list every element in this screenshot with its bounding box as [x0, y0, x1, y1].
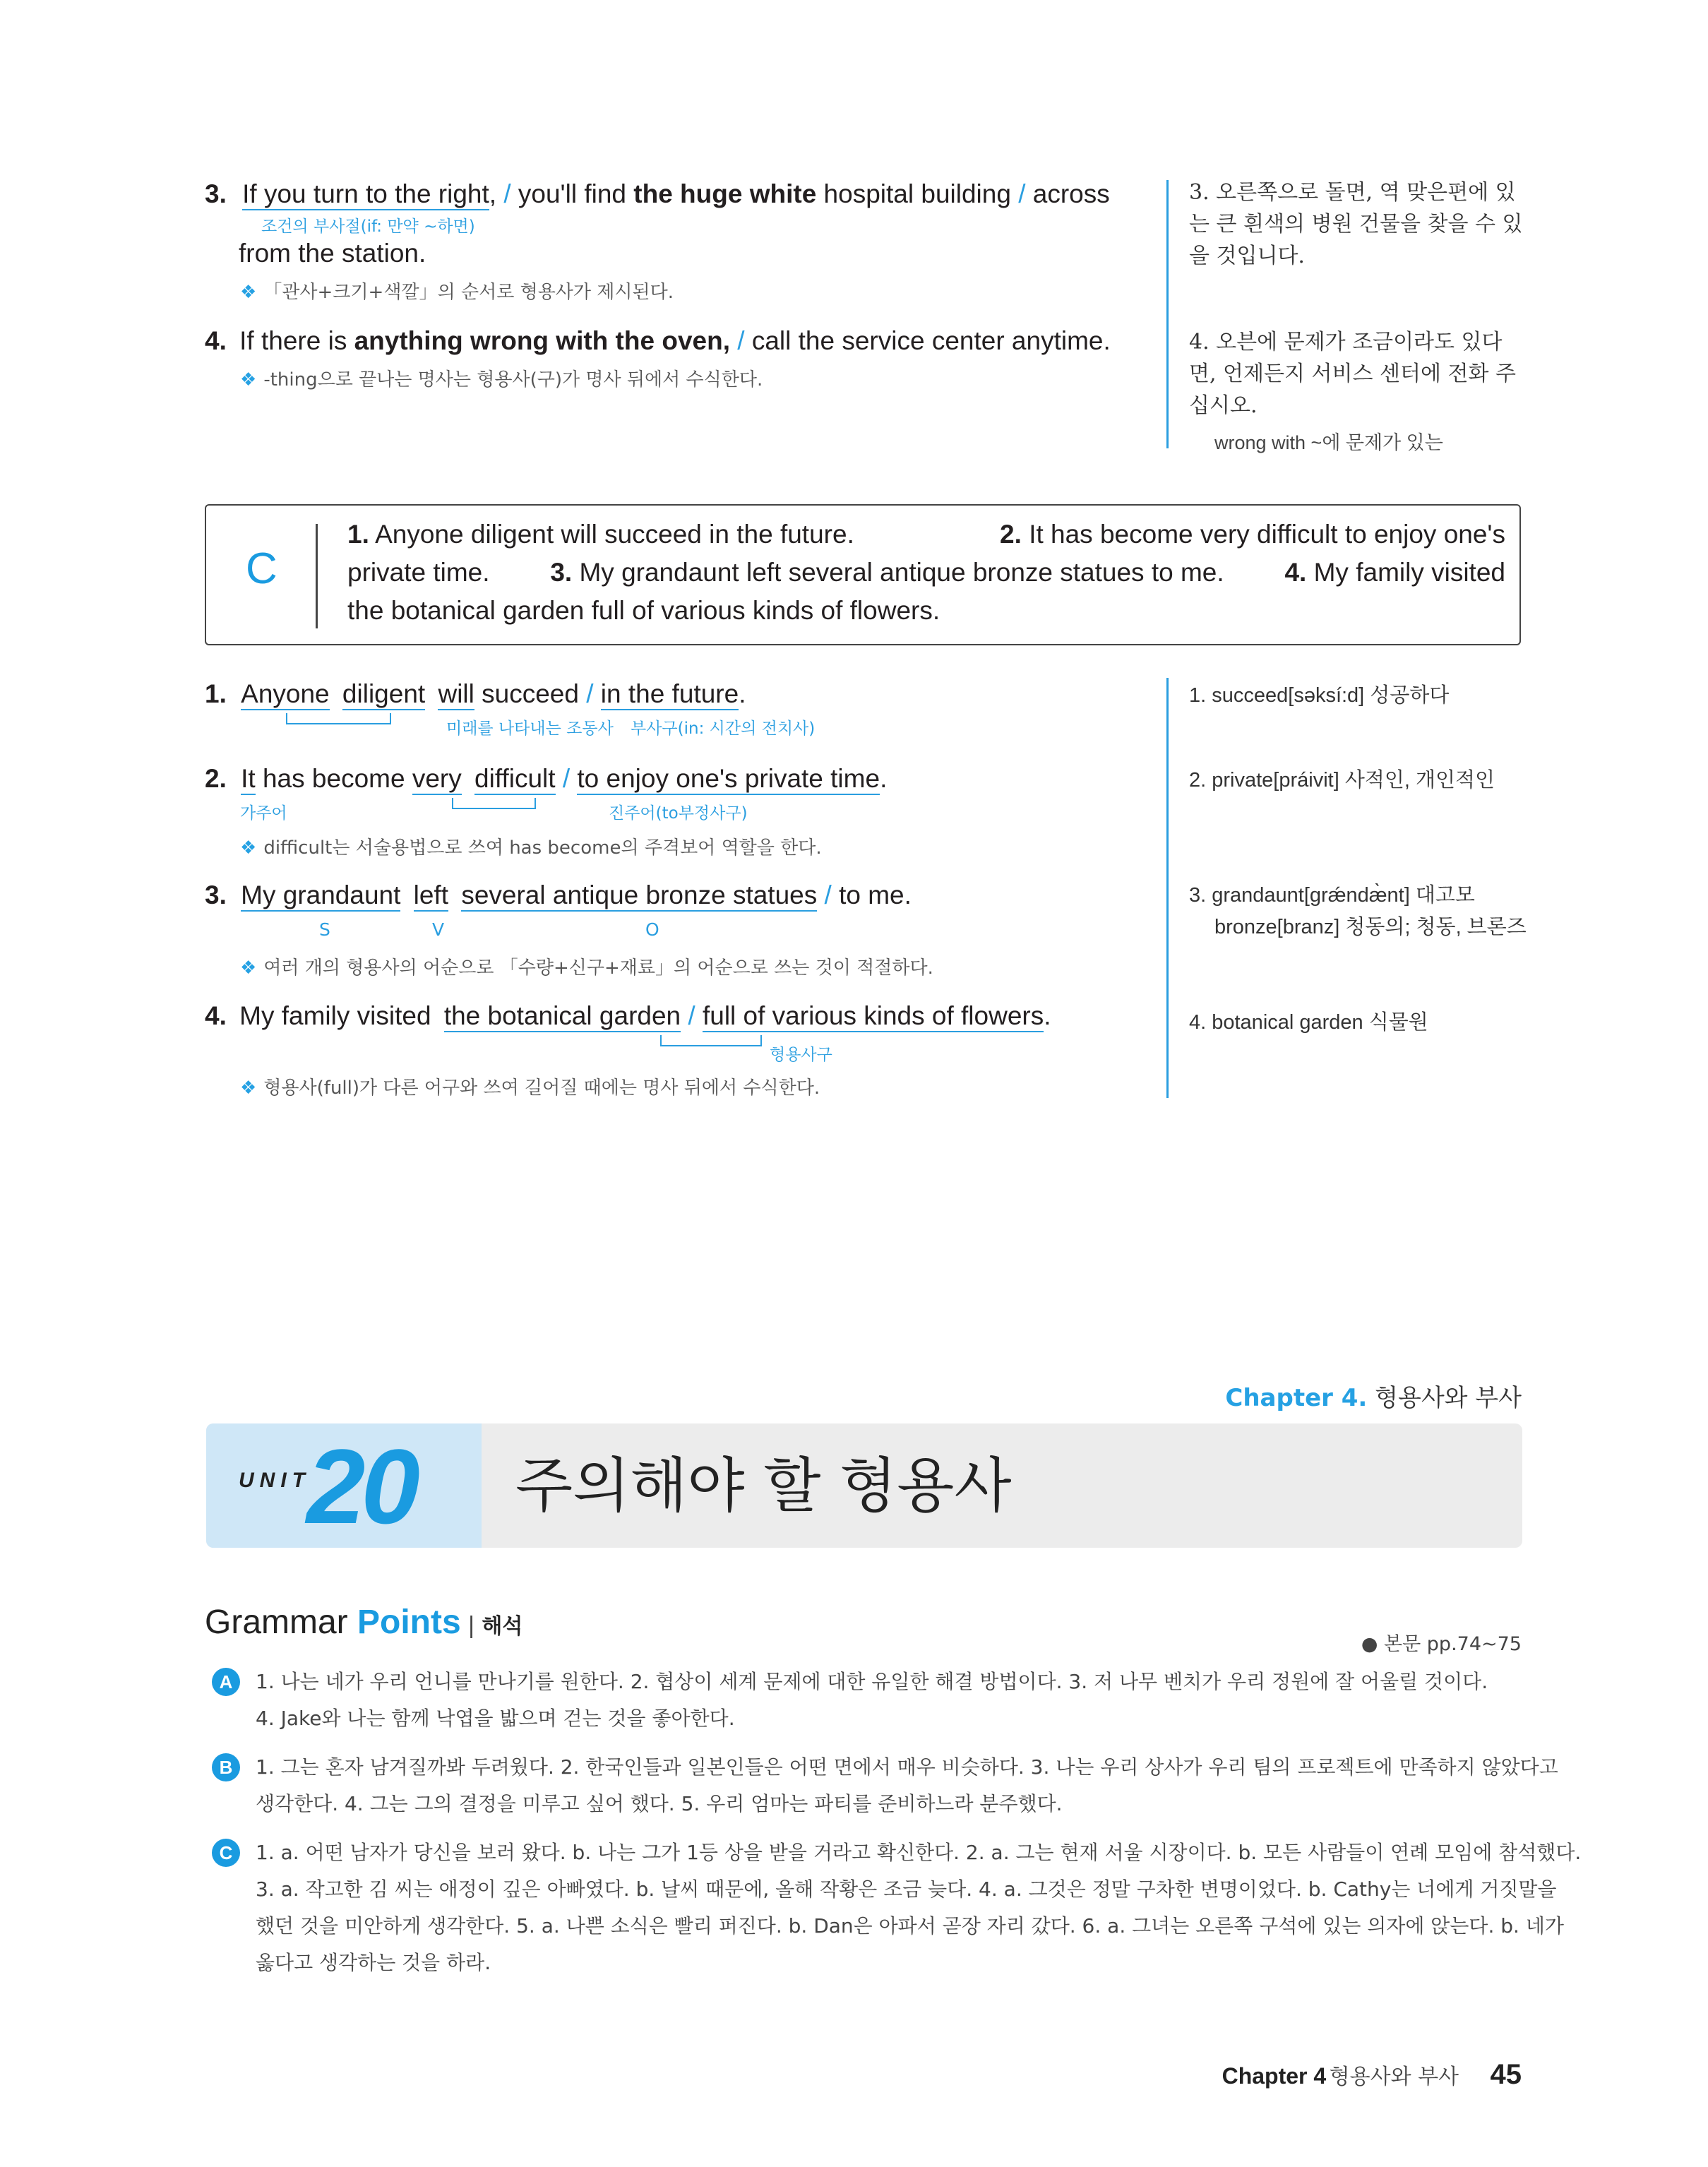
heading-separator: |	[468, 1612, 474, 1639]
grammar-c-line4: 옳다고 생각하는 것을 하라.	[256, 1951, 491, 1974]
item-number: 4.	[205, 1001, 227, 1030]
diamond-icon: ❖	[240, 282, 257, 303]
item-number: 3.	[205, 880, 227, 909]
word: left	[414, 880, 448, 912]
word: to me.	[839, 880, 912, 909]
c-item-3-note	[240, 953, 933, 979]
word: has become	[262, 764, 405, 793]
note-text: 여러 개의 형용사의 어순으로 「수량+신구+재료」의 어순으로 쓰는 것이 적절하다.	[263, 957, 933, 979]
item-number: 4.	[205, 326, 227, 355]
item-number: 2.	[205, 764, 227, 793]
chapter-label: Chapter 4.	[1225, 1384, 1368, 1412]
answer-number: 2.	[1000, 520, 1022, 549]
answer-text: private time.	[347, 558, 490, 587]
answer-number: 1.	[347, 520, 369, 549]
slash: /	[586, 679, 594, 708]
note-text: 형용사(full)가 다른 어구와 쓰여 길어질 때에는 명사 뒤에서 수식한다.	[263, 1077, 820, 1099]
answer-number: 3.	[550, 558, 573, 587]
item-number: 3.	[205, 179, 227, 208]
bold-text: anything wrong with the oven	[354, 326, 723, 355]
page-footer	[1222, 2059, 1522, 2091]
grammar-b-line1: 1. 그는 혼자 남겨질까봐 두려웠다. 2. 한국인들과 일본인들은 어떤 면에서 매우 비슷하다. 3. 나는 우리 상사가 우리 팀의 프로젝트에 만족하지 않았다고	[256, 1755, 1558, 1779]
c-item-3-sentence	[205, 879, 912, 912]
diamond-icon: ❖	[240, 837, 257, 859]
vocab-4: wrong with ~에 문제가 있는	[1214, 432, 1443, 453]
column-divider	[1166, 678, 1169, 1098]
answer-box	[205, 504, 1521, 645]
c-item-4-sentence	[205, 1000, 1051, 1032]
note-text: -thing으로 끝나는 명사는 형용사(구)가 명사 뒤에서 수식한다.	[263, 369, 763, 390]
word: several antique bronze statues	[461, 880, 817, 912]
diamond-icon: ❖	[240, 1077, 257, 1099]
text: If there is	[239, 326, 354, 355]
word: to enjoy one's private time	[577, 764, 880, 795]
answer-text: Anyone diligent will succeed in the future.	[375, 520, 854, 549]
item-3-line2: from the station.	[239, 239, 426, 268]
heading-sub: 해석	[482, 1614, 523, 1639]
answer-text: My grandaunt left several antique bronze statues to me.	[579, 558, 1224, 587]
item-4-note	[240, 365, 763, 391]
c-item-1-sentence	[205, 678, 746, 710]
answer-box-text	[347, 515, 1505, 630]
answer-number: 4.	[1284, 558, 1307, 587]
word: My grandaunt	[241, 880, 400, 912]
translation-4: 4. 오븐에 문제가 조금이라도 있다면, 언제든지 서비스 센터에 전화 주십시오.	[1189, 330, 1516, 418]
period: .	[1044, 1001, 1051, 1030]
answer-box-letter: C	[246, 544, 277, 593]
unit-number: 20	[306, 1427, 416, 1546]
word: in the future	[601, 679, 739, 710]
comma: ,	[722, 326, 730, 355]
item-4-sentence	[205, 325, 1111, 357]
clause: If you turn to the right	[242, 179, 489, 210]
column-divider	[1166, 180, 1169, 448]
word: My family visited	[239, 1001, 431, 1030]
answer-text: It has become very difficult to enjoy one's	[1029, 520, 1505, 549]
footer-title: 형용사와 부사	[1329, 2065, 1459, 2089]
diamond-icon: ❖	[240, 957, 257, 979]
modifier-bracket	[286, 713, 391, 724]
text: call the service center anytime.	[751, 326, 1111, 355]
slash: /	[688, 1001, 695, 1030]
diamond-icon: ❖	[240, 369, 257, 390]
page-reference	[1361, 1628, 1522, 1656]
answer-text: the botanical garden full of various kinds of flowers.	[347, 596, 940, 625]
comma: ,	[489, 179, 497, 208]
word: diligent	[342, 679, 425, 710]
heading-accent: Points	[357, 1604, 461, 1641]
modifier-bracket	[452, 798, 536, 809]
text: you'll find	[518, 179, 634, 208]
grammar-c-line1: 1. a. 어떤 남자가 당신을 보러 왔다. b. 나는 그가 1등 상을 받을 거라고 확신한다. 2. a. 그는 현재 서울 시장이다. b. 모든 사람들이 연례 모임에 참석했다.	[256, 1841, 1582, 1864]
label-b-badge: B	[212, 1753, 240, 1781]
period: .	[739, 679, 746, 708]
text: across	[1032, 179, 1110, 208]
c-item-2-sentence	[205, 763, 887, 795]
word: will	[438, 679, 474, 710]
vocab-c-1: 1. succeed[səksí:d] 성공하다	[1189, 684, 1450, 707]
footer-chapter: Chapter 4	[1222, 2063, 1327, 2089]
item-number: 1.	[205, 679, 227, 708]
c-item-2-sub2: 진주어(to부정사구)	[609, 804, 748, 823]
c-item-1-sub1: 미래를 나타내는 조동사	[446, 720, 614, 738]
grammar-points-heading	[205, 1603, 522, 1642]
grammar-a-line2: 4. Jake와 나는 함께 낙엽을 밟으며 걷는 것을 좋아한다.	[256, 1707, 735, 1730]
grammar-b-line2: 생각한다. 4. 그는 그의 결정을 미루고 싶어 했다. 5. 우리 엄마는 파티를 준비하느라 분주했다.	[256, 1792, 1063, 1815]
chapter-title: 형용사와 부사	[1375, 1384, 1522, 1412]
c-item-4-note	[240, 1073, 820, 1099]
slash: /	[1018, 179, 1026, 208]
verb-label: V	[432, 919, 445, 940]
item-3-sentence	[205, 178, 1110, 210]
word: the botanical garden	[444, 1001, 681, 1032]
slash: /	[824, 880, 832, 909]
slash: /	[737, 326, 745, 355]
unit-title: 주의해야 할 형용사	[515, 1451, 1012, 1520]
subject-label: S	[319, 919, 330, 940]
c-item-2-sub1: 가주어	[240, 804, 287, 823]
c-item-1-sub2: 부사구(in: 시간의 전치사)	[631, 720, 816, 738]
page-number: 45	[1490, 2059, 1522, 2090]
vocab-c-4: 4. botanical garden 식물원	[1189, 1011, 1428, 1034]
modifier-bracket	[660, 1035, 762, 1046]
item-3-sub-label: 조건의 부사절(if: 만약 ~하면)	[261, 217, 475, 236]
period: .	[880, 764, 888, 793]
bold-text: the huge white	[633, 179, 817, 208]
c-item-4-sub: 형용사구	[770, 1046, 832, 1064]
grammar-c-line3: 했던 것을 미안하게 생각한다. 5. a. 나쁜 소식은 빨리 퍼진다. b. Dan은 아파서 곧장 자리 갔다. 6. a. 그녀는 오른쪽 구석에 있는 의자에 앉는다. b. 네가	[256, 1914, 1564, 1938]
label-c-badge: C	[212, 1839, 240, 1867]
answer-text: My family visited	[1313, 558, 1505, 587]
answer-box-divider	[316, 524, 318, 628]
item-3-note	[240, 277, 674, 304]
word: very	[412, 764, 462, 795]
label-a-badge: A	[212, 1668, 240, 1696]
word: full of various kinds of flowers	[703, 1001, 1044, 1032]
word: difficult	[474, 764, 556, 795]
page-reference-text: ● 본문 pp.74~75	[1361, 1633, 1522, 1655]
word: Anyone	[241, 679, 330, 710]
slash: /	[562, 764, 571, 793]
heading-text: Grammar	[205, 1604, 357, 1641]
word: succeed	[482, 679, 579, 708]
slash: /	[503, 179, 511, 208]
vocab-c-3b: bronze[branz] 청동의; 청동, 브론즈	[1214, 916, 1527, 938]
c-item-2-note	[240, 833, 822, 859]
grammar-a-line1: 1. 나는 네가 우리 언니를 만나기를 원한다. 2. 협상이 세계 문제에 대한 유일한 해결 방법이다. 3. 저 나무 벤치가 우리 정원에 잘 어울릴 것이다.	[256, 1670, 1488, 1693]
vocab-c-3a: 3. grandaunt[grǽndæ̀nt] 대고모	[1189, 884, 1475, 907]
chapter-header	[1225, 1378, 1522, 1413]
note-text: 「관사+크기+색깔」의 순서로 형용사가 제시된다.	[263, 282, 674, 303]
translation-3: 3. 오른쪽으로 돌면, 역 맞은편에 있는 큰 흰색의 병원 건물을 찾을 수 있을 것입니다.	[1189, 180, 1523, 268]
unit-banner	[206, 1423, 1522, 1548]
note-text: difficult는 서술용법으로 쓰여 has become의 주격보어 역할을 한다.	[263, 837, 822, 859]
unit-label: UNIT	[239, 1469, 311, 1492]
vocab-c-2: 2. private[práivit] 사적인, 개인적인	[1189, 769, 1495, 792]
object-label: O	[645, 919, 659, 940]
grammar-c-line2: 3. a. 작고한 김 씨는 애정이 깊은 아빠였다. b. 날씨 때문에, 올해 작황은 조금 늦다. 4. a. 그것은 정말 구차한 변명이었다. b. Cathy는 너에게 거짓말을	[256, 1878, 1557, 1901]
word: It	[241, 764, 256, 795]
text: hospital building	[816, 179, 1011, 208]
